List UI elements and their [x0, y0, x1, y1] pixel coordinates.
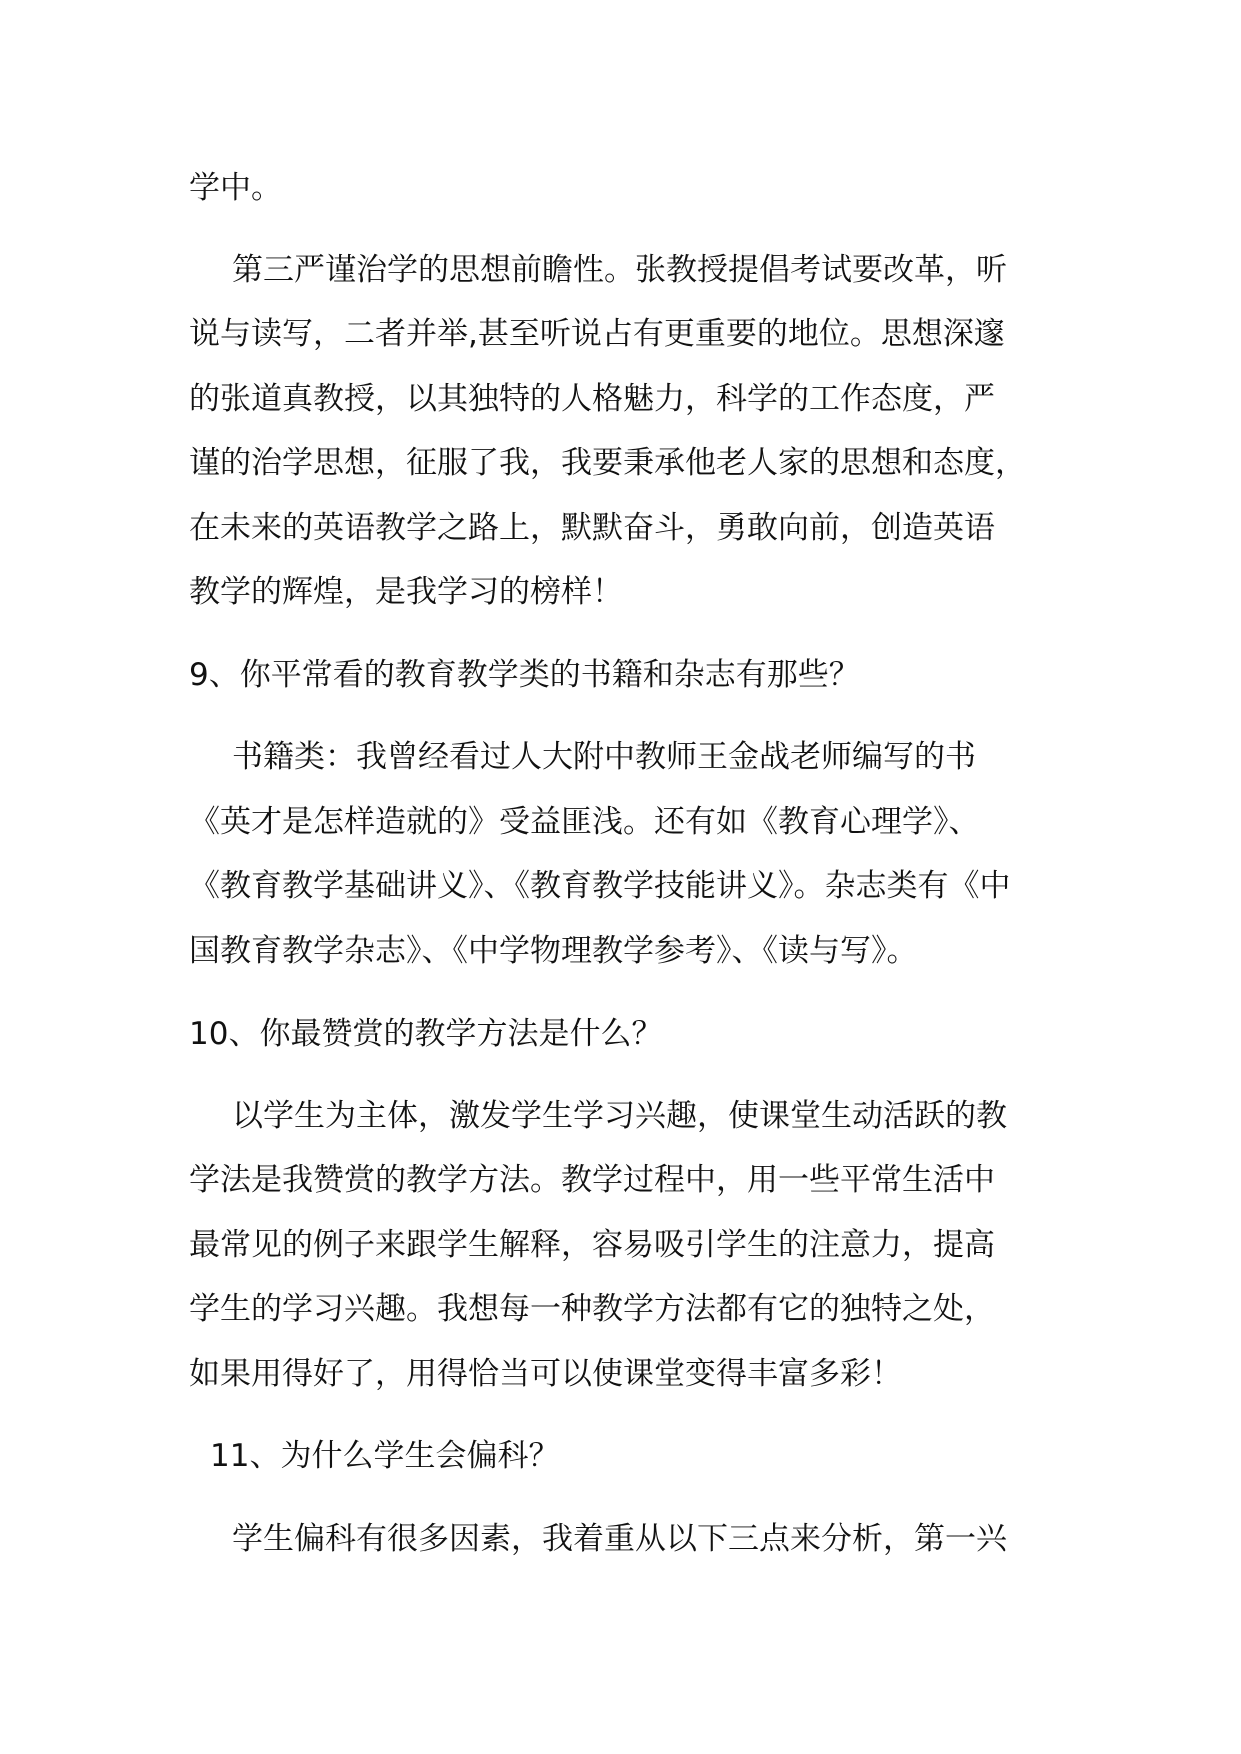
paragraph-line: 《英才是怎样造就的》受益匪浅。还有如《教育心理学》、: [189, 804, 980, 840]
paragraph-line: 书籍类：我曾经看过人大附中教师王金战老师编写的书: [232, 739, 976, 775]
paragraph-line: 最常见的例子来跟学生解释，容易吸引学生的注意力，提高: [189, 1227, 995, 1263]
question-heading: 9、你平常看的教育教学类的书籍和杂志有那些？: [189, 657, 860, 693]
paragraph-line: 说与读写，二者并举,甚至听说占有更重要的地位。思想深邃: [189, 316, 1005, 352]
paragraph-line: 《教育教学基础讲义》、《教育教学技能讲义》。杂志类有《中: [189, 868, 1011, 904]
paragraph-line: 在未来的英语教学之路上，默默奋斗，勇敢向前，创造英语: [189, 510, 995, 546]
paragraph-line: 如果用得好了，用得恰当可以使课堂变得丰富多彩！: [189, 1356, 902, 1392]
paragraph-line: 教学的辉煌，是我学习的榜样！: [189, 574, 623, 610]
paragraph-line: 谨的治学思想，征服了我，我要秉承他老人家的思想和态度，: [189, 445, 1026, 481]
question-heading: 10、你最赞赏的教学方法是什么？: [189, 1016, 663, 1052]
paragraph-line: 学法是我赞赏的教学方法。教学过程中，用一些平常生活中: [189, 1162, 995, 1198]
paragraph-line: 第三严谨治学的思想前瞻性。张教授提倡考试要改革，听: [232, 252, 1007, 288]
paragraph-line: 学生偏科有很多因素，我着重从以下三点来分析，第一兴: [232, 1521, 1007, 1557]
paragraph-line: 国教育教学杂志》、《中学物理教学参考》、《读与写》。: [189, 933, 918, 969]
paragraph-line: 学生的学习兴趣。我想每一种教学方法都有它的独特之处，: [189, 1291, 995, 1327]
paragraph-line: 以学生为主体，激发学生学习兴趣，使课堂生动活跃的教: [232, 1098, 1007, 1134]
paragraph-line: 的张道真教授，以其独特的人格魅力，科学的工作态度，严: [189, 381, 995, 417]
paragraph-line: 学中。: [189, 170, 282, 206]
question-heading: 11、为什么学生会偏科？: [210, 1438, 560, 1474]
